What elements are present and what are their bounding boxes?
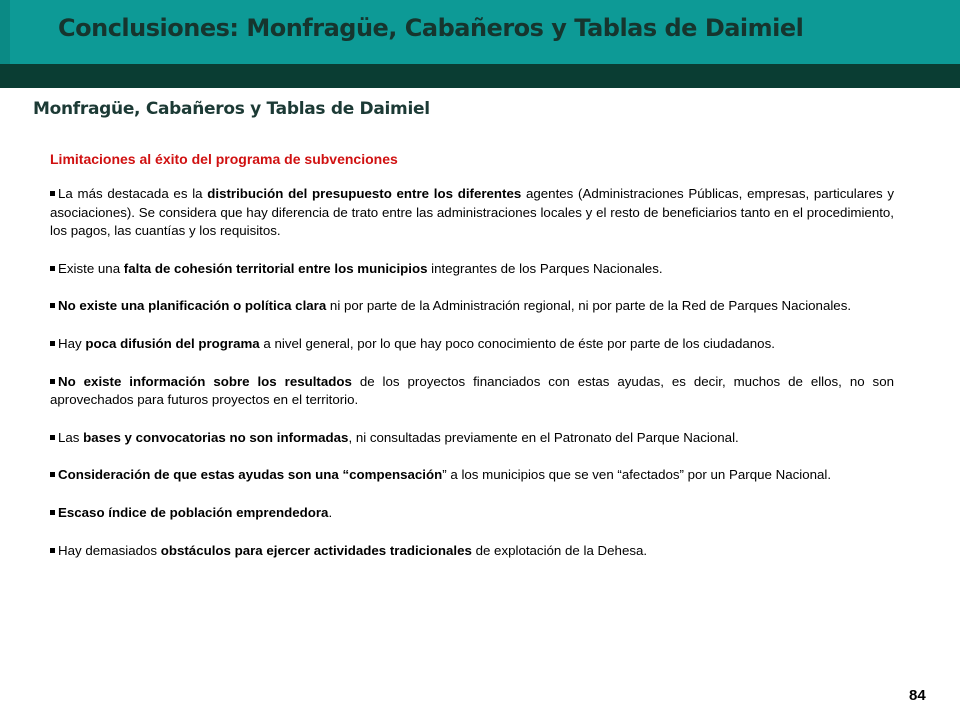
bullet-item: Consideración de que estas ayudas son una “compensación” a los municipios que se ven “afectados” por un Parque Nacional. xyxy=(50,466,894,485)
bullet-square-icon xyxy=(50,341,55,346)
bullet-square-icon xyxy=(50,510,55,515)
bullet-item: Escaso índice de población emprendedora. xyxy=(50,504,894,523)
bullet-square-icon xyxy=(50,472,55,477)
bullet-item: Las bases y convocatorias no son informadas, ni consultadas previamente en el Patronato del Parque Nacional. xyxy=(50,429,894,448)
bullet-square-icon xyxy=(50,379,55,384)
page-title: Conclusiones: Monfragüe, Cabañeros y Tablas de Daimiel xyxy=(58,14,804,42)
header-accent xyxy=(0,0,10,64)
bullet-square-icon xyxy=(50,548,55,553)
bullet-list xyxy=(50,185,894,579)
page-number: 84 xyxy=(909,687,926,704)
bullet-square-icon xyxy=(50,191,55,196)
section-heading: Limitaciones al éxito del programa de subvenciones xyxy=(50,151,398,167)
bullet-square-icon xyxy=(50,266,55,271)
bullet-item: La más destacada es la distribución del presupuesto entre los diferentes agentes (Administraciones Públicas, empresas, particulares y asociaciones). Se considera que hay diferencia de trato entre las administraciones locales y el resto de beneficiarios tanto en el procedimiento, los pagos, las cuantías y los requisitos. xyxy=(50,186,894,239)
header-dark-strip xyxy=(0,64,960,88)
bullet-square-icon xyxy=(50,435,55,440)
bullet-item: No existe una planificación o política clara ni por parte de la Administración regional, ni por parte de la Red de Parques Nacionales. xyxy=(50,297,894,316)
bullet-item: No existe información sobre los resultados de los proyectos financiados con estas ayudas, es decir, muchos de ellos, no son aprovechados para futuros proyectos en el territorio. xyxy=(50,373,894,408)
bullet-square-icon xyxy=(50,303,55,308)
bullet-item: Existe una falta de cohesión territorial entre los municipios integrantes de los Parques Nacionales. xyxy=(50,260,894,279)
bullet-item: Hay poca difusión del programa a nivel general, por lo que hay poco conocimiento de éste por parte de los ciudadanos. xyxy=(50,335,894,354)
slide-subtitle: Monfragüe, Cabañeros y Tablas de Daimiel xyxy=(33,99,430,119)
bullet-item: Hay demasiados obstáculos para ejercer actividades tradicionales de explotación de la Dehesa. xyxy=(50,542,894,561)
